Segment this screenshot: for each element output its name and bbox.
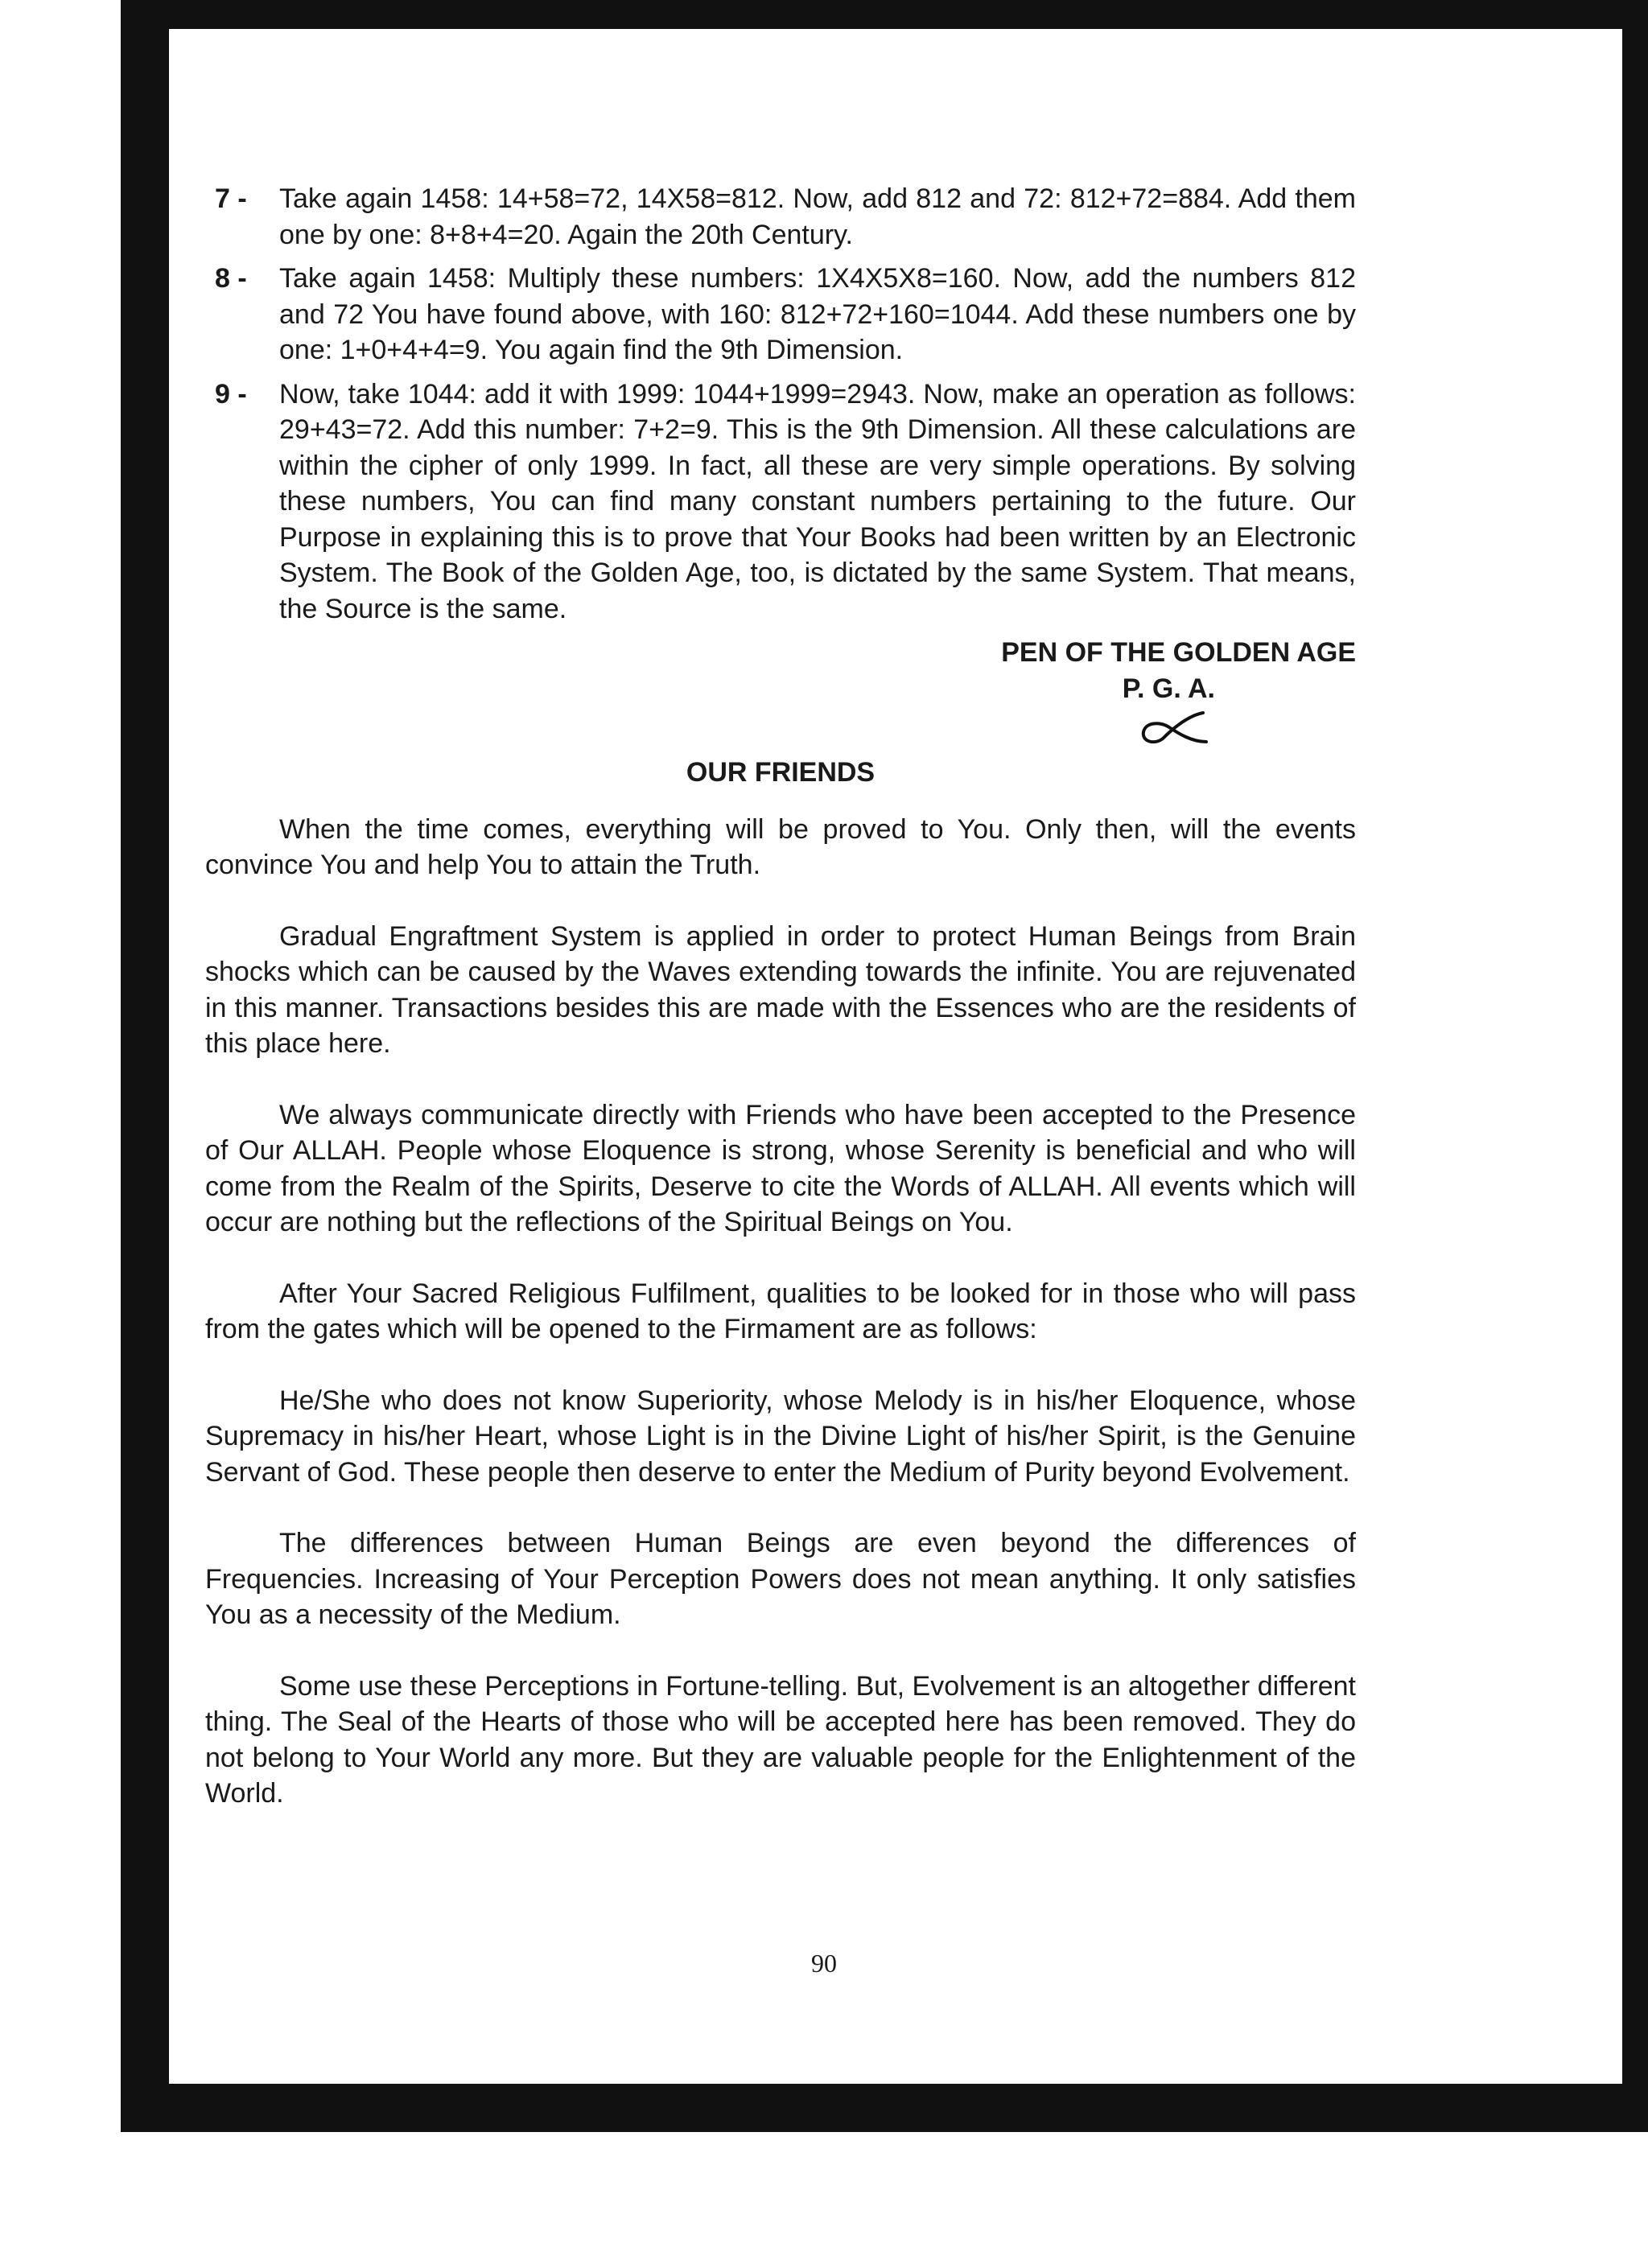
- numbered-item: [205, 261, 1356, 368]
- numbered-item: [205, 377, 1356, 628]
- scan-edge-right: [1622, 24, 1648, 2132]
- scan-edge-left: [121, 0, 169, 2124]
- item-text: Take again 1458: Multiply these numbers: 1X4X5X8=160. Now, add the numbers 812 and 72 You have found above, with 160: 812+72+160=1044. Add these numbers one by one: 1+0+4+4=9. You again find the 9th Dimension.: [279, 263, 1356, 365]
- paragraph: After Your Sacred Religious Fulfilment, qualities to be looked for in those who will pass from the gates which will be opened to the Firmament are as follows:: [205, 1278, 1356, 1344]
- item-number: 9 -: [215, 378, 247, 410]
- signature-mark: [205, 706, 1356, 747]
- paragraph: He/She who does not know Superiority, whose Melody is in his/her Eloquence, whose Supremacy in his/her Heart, whose Light is in the Divine Light of his/her Spirit, is the Genuine Servant of God. These people then deserve to enter the Medium of Purity beyond Evolvement.: [205, 1385, 1356, 1488]
- scan-edge-top: [121, 0, 1648, 29]
- paragraph: When the time comes, everything will be proved to You. Only then, will the events convince You and help You to attain the Truth.: [205, 813, 1356, 880]
- page-content: [205, 181, 1356, 1847]
- paragraph: Some use these Perceptions in Fortune-telling. But, Evolvement is an altogether different thing. The Seal of the Hearts of those who will be accepted here has been removed. They do not belong to Your World any more. But they are valuable people for the Enlightenment of the World.: [205, 1670, 1356, 1809]
- signature-line-2: P. G. A.: [1122, 673, 1215, 704]
- scan-edge-bottom: [121, 2084, 1648, 2132]
- item-text: Now, take 1044: add it with 1999: 1044+1999=2943. Now, make an operation as follows: 29+43=72. Add this number: 7+2=9. This is the 9th Dimension. All these calculations are within the cipher of only 1999. In fact, all these are very simple operations. By solving these numbers, You can find many constant numbers pertaining to the future. Our Purpose in explaining this is to prove that Your Books had been written by an Electronic System. The Book of the Golden Age, too, is dictated by the same System. That means, the Source is the same.: [279, 378, 1356, 624]
- page-number: 90: [811, 1949, 837, 1978]
- paragraph: Gradual Engraftment System is applied in order to protect Human Beings from Brain shocks which can be caused by the Waves extending towards the infinite. You are rejuvenated in this manner. Transactions besides this are made with the Essences who are the residents of this place here.: [205, 920, 1356, 1059]
- paragraph: We always communicate directly with Friends who have been accepted to the Presence of Our ALLAH. People whose Eloquence is strong, whose Serenity is beneficial and who will come from the Realm of the Spirits, Deserve to cite the Words of ALLAH. All events which will occur are nothing but the reflections of the Spiritual Beings on You.: [205, 1099, 1356, 1237]
- numbered-item: [205, 181, 1356, 253]
- alpha-signature-icon: [1139, 706, 1211, 747]
- item-text: Take again 1458: 14+58=72, 14X58=812. Now, add 812 and 72: 812+72=884. Add them one by one: 8+8+4=20. Again the 20th Century.: [279, 183, 1356, 250]
- paragraph: The differences between Human Beings are even beyond the differences of Frequencies. Increasing of Your Perception Powers does not mean anything. It only satisfies You as a necessity of the Medium.: [205, 1528, 1356, 1630]
- item-number: 7 -: [215, 183, 247, 214]
- item-number: 8 -: [215, 263, 247, 294]
- section-title: OUR FRIENDS: [686, 757, 876, 788]
- signature-line-1: PEN OF THE GOLDEN AGE: [1001, 637, 1356, 668]
